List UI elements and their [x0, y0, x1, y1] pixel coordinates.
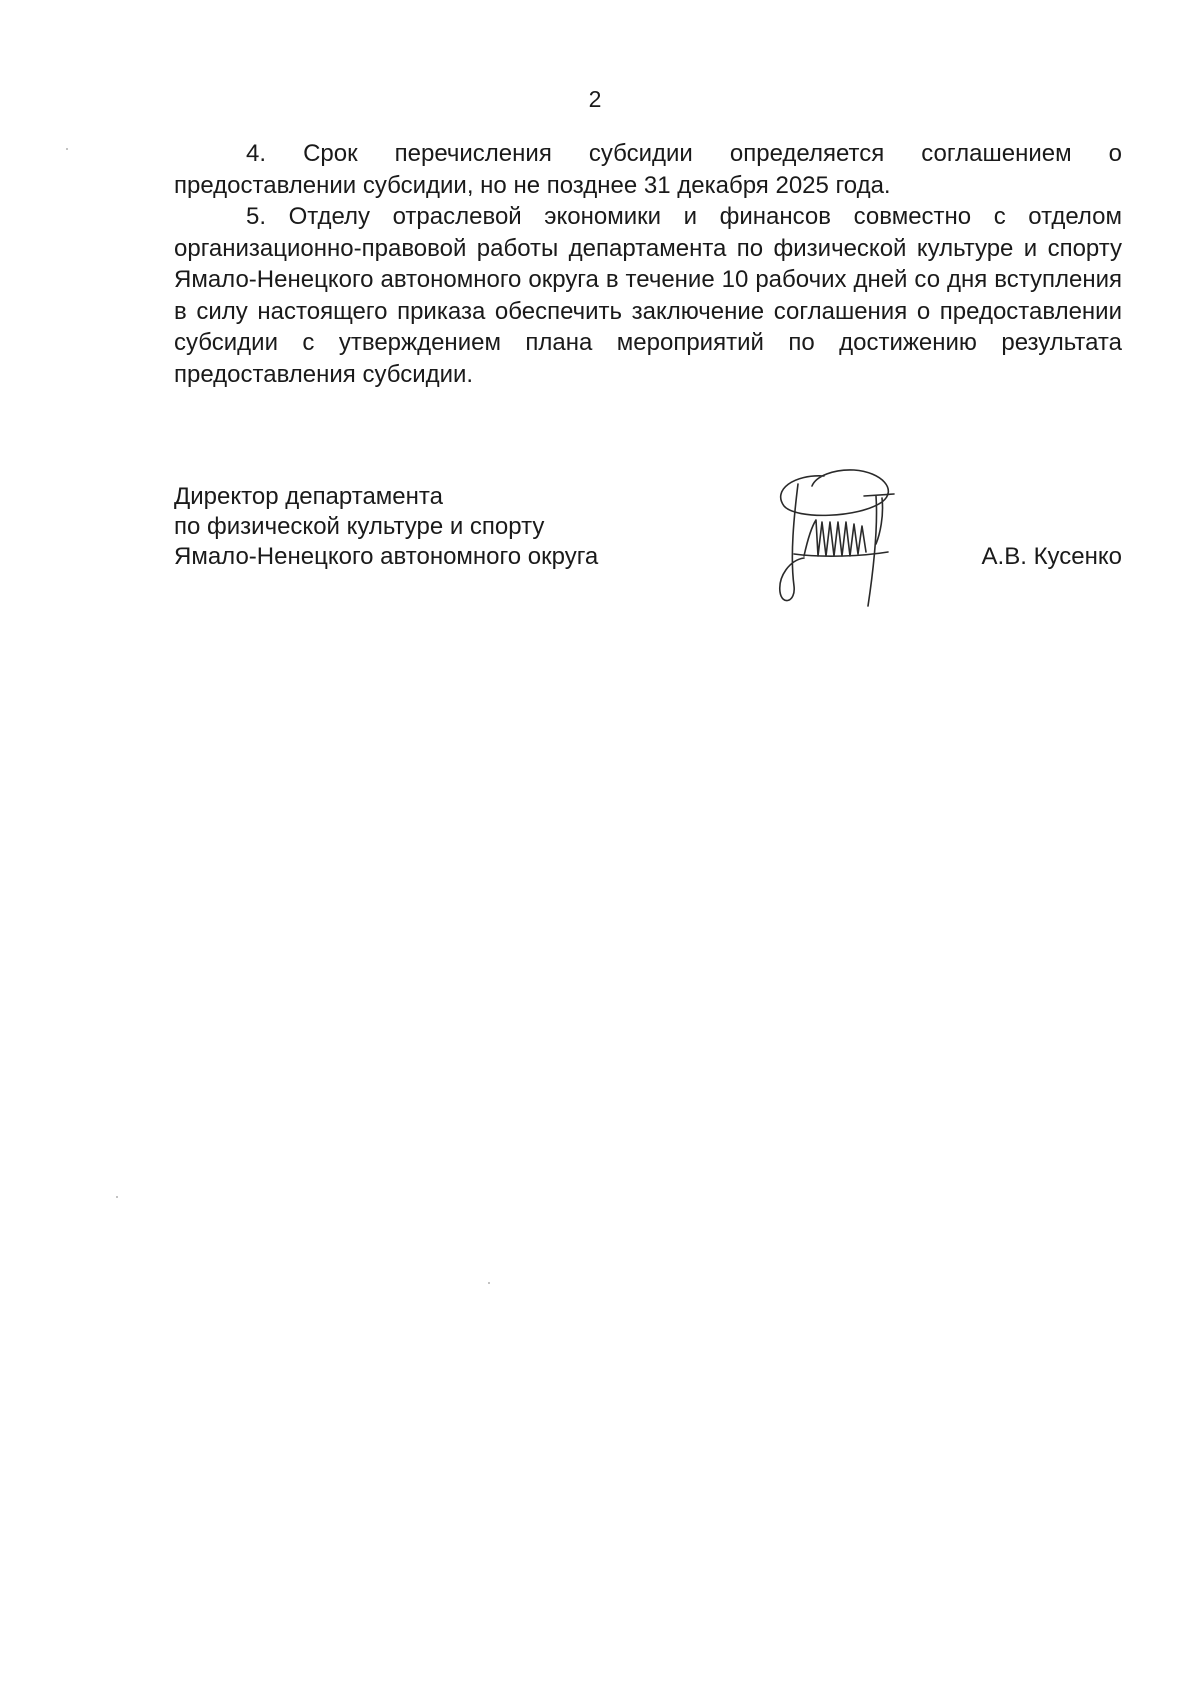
- scan-speck: [66, 148, 68, 150]
- signatory-title: [174, 482, 598, 572]
- handwritten-signature-icon: [764, 456, 914, 616]
- signatory-name: А.В. Кусенко: [981, 543, 1122, 570]
- paragraph-4: 4. Срок перечисления субсидии определяется соглашением о предоставлении субсидии, но не позднее 31 декабря 2025 года.: [174, 140, 1122, 199]
- page-number: 2: [588, 86, 602, 112]
- scan-speck: [116, 1196, 118, 1198]
- paragraph-5: 5. Отделу отраслевой экономики и финансов совместно с отделом организационно-правовой работы департамента по физической культуре и спорту Ямало-Ненецкого автономного округа в течение 10 рабочих дней со дня вступления в силу настоящего приказа обеспечить заключение соглашения о предоставлении субсидии с утверждением плана мероприятий по достижению результата предоставления субсидии.: [174, 203, 1122, 388]
- signatory-title-line: Ямало-Ненецкого автономного округа: [174, 543, 599, 570]
- signature-block: [174, 482, 1122, 622]
- document-body: [174, 138, 1122, 390]
- scan-speck: [488, 1282, 490, 1284]
- signatory-title-line: по физической культуре и спорту: [174, 513, 545, 540]
- signatory-title-line: Директор департамента: [174, 483, 443, 510]
